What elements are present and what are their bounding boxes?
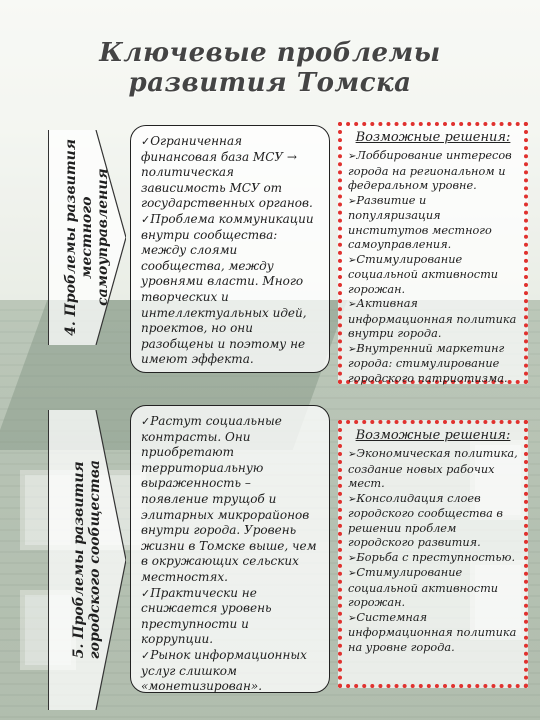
solution-item: ➢Борьба с преступностью.	[348, 550, 516, 564]
solutions-box-city-community	[338, 420, 528, 688]
page-title: Ключевые проблемы развития Томска	[99, 38, 441, 98]
solutions-heading: Возможные решения:	[355, 130, 511, 145]
solution-item: ➢Развитие и популяризация институтов местного самоуправления.	[348, 193, 492, 251]
solution-item: ➢Консолидация слоев городского сообщества в решении проблем городского развития.	[348, 491, 504, 549]
problems-card-local-government	[130, 125, 330, 373]
problems-card-city-community	[130, 405, 330, 693]
solution-item: ➢Системная информационная политика на уровне города.	[348, 610, 517, 654]
solution-item: ➢Стимулирование социальной активности горожан.	[348, 252, 499, 296]
solution-item: ➢Активная информационная политика внутри города.	[348, 297, 517, 340]
problem-item: ✓Проблема коммуникации внутри сообщества: между слоями сообщества, между уровнями власти. Много творческих и интеллектуальных идей, проектов, но они разобщены и поэтому не имеют эффекта.	[141, 211, 314, 367]
problem-item: ✓Растут социальные контрасты. Они приобретают территориальную выраженность – появление трущоб и элитарных микрорайонов внутри города. Уровень жизни в Томске выше, чем в окружающих сельских местностях.	[141, 414, 317, 584]
solution-item: ➢Лоббирование интересов города на региональном и федеральном уровне.	[348, 149, 512, 192]
problem-item: ✓Ограниченная финансовая база МСУ → политическая зависимость МСУ от государственных органов.	[141, 134, 313, 211]
problem-item: ✓Практически не снижается уровень преступности и коррупции.	[141, 585, 272, 647]
solution-item: ➢Стимулирование социальной активности горожан.	[348, 566, 499, 609]
solution-item: ➢Экономическая политика, создание новых рабочих мест.	[348, 447, 518, 490]
section-label-city-community: 5. Проблемы развития городского сообщества	[48, 410, 126, 710]
solution-item: ➢Внутренний маркетинг города: стимулирование городского патриотизма.	[348, 341, 508, 385]
solutions-box-local-government	[338, 122, 528, 384]
solutions-heading: Возможные решения:	[355, 428, 511, 443]
problem-item: ✓Рынок информационных услуг слишком «монетизирован».	[141, 647, 307, 694]
section-label-local-government: 4. Проблемы развития местного самоуправления	[48, 130, 126, 345]
